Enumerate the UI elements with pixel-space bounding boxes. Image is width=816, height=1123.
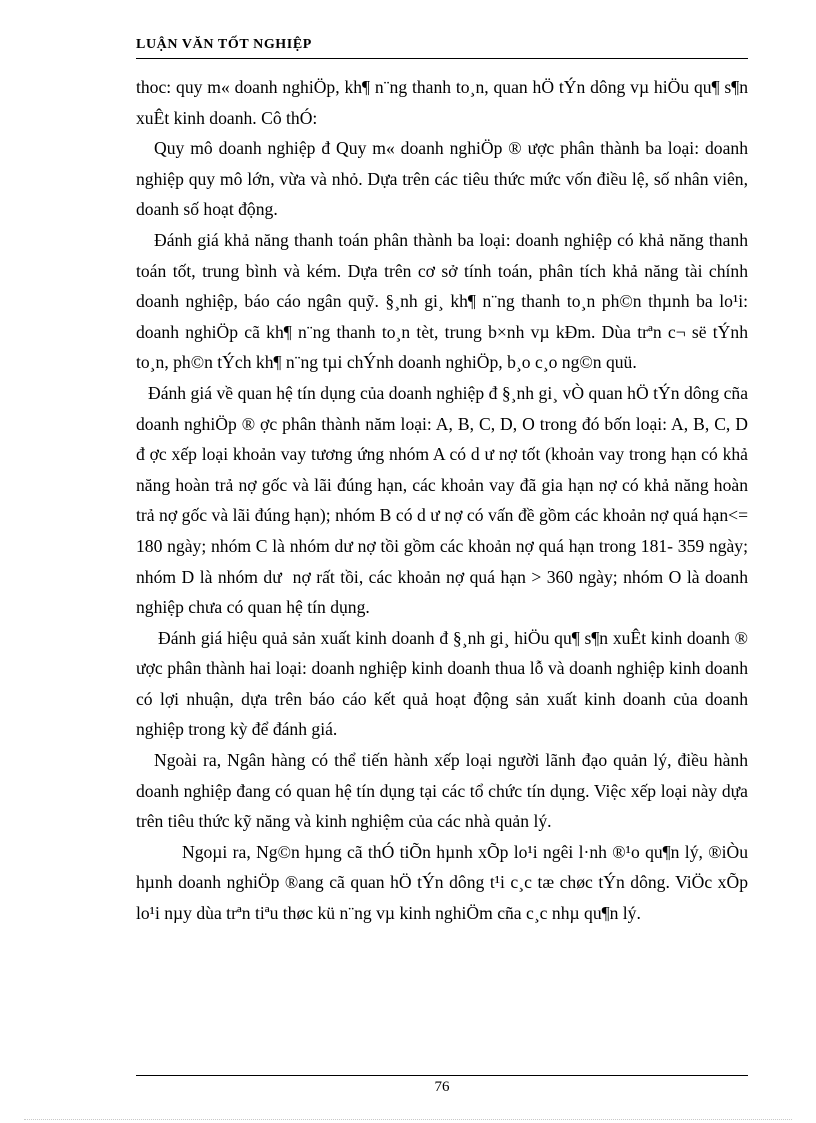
paragraph-1: thoc: quy m« doanh nghiÖp, kh¶ n¨ng thanh to¸n, quan hÖ tÝn dông vµ hiÖu qu¶ s¶n xuÊt kinh doanh. Cô thÓ: xyxy=(136,77,748,128)
paragraph-7: Ngoµi ra, Ng©n hµng cã thÓ tiÕn hµnh xÕp lo¹i ngêi l·nh ®¹o qu¶n lý, ®iÒu hµnh doanh nghiÖp ®ang cã quan hÖ tÝn dông t¹i c¸c tæ chøc tÝn dông. ViÖc xÕp lo¹i nµy dùa trªn tiªu thøc kü n¨ng vµ kinh nghiÖm cña c¸c nhµ qu¶n lý. xyxy=(136,841,748,924)
paragraph-2: Quy mô doanh nghiệp đ Quy m« doanh nghiÖp ® ược phân thành ba loại: doanh nghiệp quy mô lớn, vừa và nhỏ. Dựa trên các tiêu thức mức vốn điều lệ, số nhân viên, doanh số hoạt động. xyxy=(136,138,748,220)
paragraph-6: Ngoài ra, Ngân hàng có thể tiến hành xếp loại người lãnh đạo quản lý, điều hành doanh nghiệp đang có quan hệ tín dụng tại các tổ chức tín dụng. Việc xếp loại này dựa trên tiêu thức kỹ năng và kinh nghiệm của các nhà quản lý. xyxy=(136,750,748,832)
paragraph-5: Đánh giá hiệu quả sản xuất kinh doanh đ §¸nh gi¸ hiÖu qu¶ s¶n xuÊt kinh doanh ® ược phân thành hai loại: doanh nghiệp kinh doanh thua lỗ và doanh nghiệp kinh doanh có lợi nhuận, dựa trên báo cáo kết quả hoạt động sản xuất kinh doanh của doanh nghiệp trong kỳ để đánh giá. xyxy=(136,627,748,740)
paragraph-4: Đánh giá về quan hệ tín dụng của doanh nghiệp đ §¸nh gi¸ vÒ quan hÖ tÝn dông cña doanh nghiÖp ® ợc phân thành năm loại: A, B, C, D, O trong đó bốn loại: A, B, C, D đ ợc xếp loại khoản vay tương ứng nhóm A có d ư nợ tốt (khoản vay trong hạn có khả năng hoàn trả nợ gốc và lãi đúng hạn, các khoản vay đã gia hạn nợ có khả năng hoàn trả nợ gốc và lãi đúng hạn); nhóm B có d ư nợ có vấn đề gồm các khoản nợ quá hạn<= 180 ngày; nhóm C là nhóm dư nợ tồi gồm các khoản nợ quá hạn trong 181- 359 ngày; nhóm D là nhóm dư nợ rất tồi, các khoản nợ quá hạn > 360 ngày; nhóm O là doanh nghiệp chưa có quan hệ tín dụng. xyxy=(136,382,748,618)
footer-rule xyxy=(136,1075,748,1076)
paragraph-3: Đánh giá khả năng thanh toán phân thành ba loại: doanh nghiệp có khả năng thanh toán tốt, trung bình và kém. Dựa trên cơ sở tính toán, phân tích khả năng tài chính doanh nghiệp, báo cáo ngân quỹ. §¸nh gi¸ kh¶ n¨ng thanh to¸n ph©n thµnh ba lo¹i: doanh nghiÖp cã kh¶ n¨ng thanh to¸n tèt, trung b×nh vµ kÐm. Dùa trªn c¬ së tÝnh to¸n, ph©n tÝch kh¶ n¨ng tµi chÝnh doanh nghiÖp, b¸o c¸o ng©n quü. xyxy=(136,229,748,373)
running-header: LUẬN VĂN TỐT NGHIỆP xyxy=(136,37,312,52)
page-number: 76 xyxy=(434,1079,450,1095)
header-rule xyxy=(136,58,748,59)
page-bottom-border xyxy=(24,1119,792,1120)
body-text xyxy=(136,72,748,929)
